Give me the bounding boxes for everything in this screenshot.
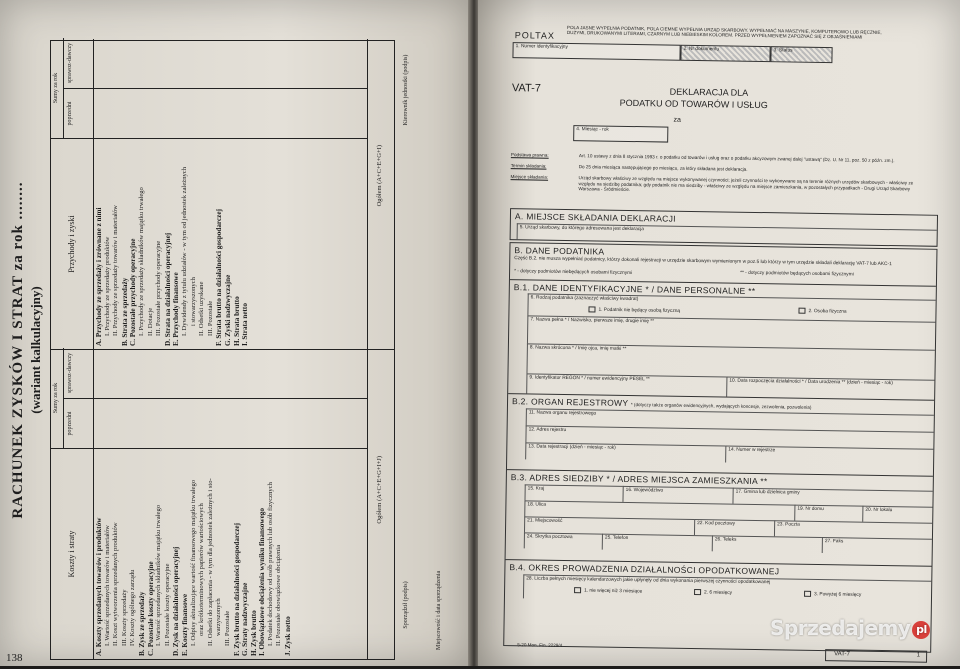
costs-half (51, 349, 394, 659)
costs-header (51, 350, 94, 659)
page-number: 138 (6, 652, 23, 664)
legal-info (510, 152, 931, 197)
revenue-row: A. Przychody ze sprzedaży i zrównane z nimi (95, 207, 103, 346)
status-label: 3. Status (773, 48, 793, 54)
cost-row: I. Wartość sprzedanych towarów i materiałów (103, 525, 111, 646)
cost-row: D. Zysk na działalności operacyjnej (172, 546, 181, 656)
revenue-row: III. Pozostałe przychody operacyjne (155, 240, 163, 336)
revenue-row: F. Strata brutto na działalności gospodarczej (215, 209, 224, 346)
prev-year-label: poprzedni (63, 398, 93, 448)
cost-row: I. Wartość sprzedanych składników majątku trwałego (155, 504, 163, 646)
revenue-body (93, 39, 368, 349)
fax-field[interactable] (822, 537, 932, 555)
cost-row: II. Pozostałe koszty operacyjne (163, 563, 171, 646)
revenue-header (51, 39, 94, 349)
left-page (0, 0, 470, 666)
document-number-label: 2. Nr dokumentu (683, 46, 720, 53)
country-field[interactable] (524, 484, 622, 502)
revenue-header-label: Przychody i zyski (67, 215, 76, 273)
apartment-number-label: 20. Nr lokalu (865, 507, 893, 514)
section-b4 (505, 559, 932, 607)
revenue-row: II. Odsetki uzyskane (198, 281, 206, 336)
country-label: 15. Kraj (527, 486, 545, 492)
revenue-total-label: Ogółem (A+C+E+G+I) (376, 145, 383, 207)
po-box-field[interactable] (524, 532, 602, 549)
revenue-half (51, 39, 394, 349)
section-a-title: A. MIEJSCE SKŁADANIA DEKLARACJI (514, 211, 676, 224)
cost-row: F. Zysk brutto na działalności gospodarczej (232, 523, 241, 656)
cost-row: I. Podatek dochodowy od osób prawnych lub osób fizycznych (266, 482, 274, 646)
cost-row: A. Koszty sprzedanych towarów i produktów (95, 517, 103, 656)
registration-date-field[interactable] (525, 442, 725, 462)
head-of-unit-signature: Kierownik jednostki (podpis) (403, 54, 409, 126)
regon-pesel-label: 9. Identyfikator REGON * / numer ewidencyjny PESEL ** (529, 375, 650, 383)
revenue-row: H. Strata brutto (232, 296, 241, 346)
place-and-date: Miejscowość i data sporządzenia (436, 570, 442, 650)
costs-header-label: Koszty i straty (67, 530, 76, 578)
registry-address-label: 12. Adres rejestru (528, 427, 567, 434)
id-number-field[interactable] (512, 42, 680, 61)
statement-title: RACHUNEK ZYSKÓW I STRAT za rok ........ (10, 181, 26, 519)
street-label: 18. Ulica (527, 502, 547, 508)
cost-row: G. Straty nadzwyczajne (241, 582, 250, 656)
costs-body (93, 350, 368, 659)
period-option-1[interactable]: 1. nie więcej niż 3 miesiące (574, 587, 642, 594)
registration-date-label: 13. Data rejestracji (dzień - miesiąc - rok) (528, 444, 616, 451)
cost-row: II. Odsetki do zapłacenia - w tym dla jednostek zależnych i sto- (206, 478, 214, 646)
section-b-title: B. DANE PODATNIKA (514, 245, 605, 257)
telex-label: 26. Teleks (714, 537, 737, 543)
form-title-line2: PODATKU OD TOWARÓW I USŁUG (619, 97, 768, 111)
registry-number-label: 14. Numer w rejestrze (728, 447, 776, 454)
full-name-label: 7. Nazwa pełna * / Nazwisko, pierwsze imię, drugie imię ** (530, 317, 655, 325)
form-footer-code: 5-20 Mon. Fin. 2229/4 (517, 642, 563, 648)
sums-label: Sumy za rok (53, 348, 64, 448)
cost-row: I. Odpisy aktualizujące wartość finansowego majątku trwałego (189, 479, 197, 646)
revenue-row: B. Strata ze sprzedaży (120, 277, 129, 346)
header-instructions: POLA JASNE WYPEŁNIA PODATNIK, POLA CIEMNE WYPEŁNIA URZĄD SKARBOWY. WYPEŁNIAĆ NA MASZYNIE, KOMPUTEROWO LUB RĘCZNIE, DUŻYMI, DRUKOWANYMI LITERAMI, CZARNYM LUB NIEBIESKIM KOLOREM. PRZED WYPEŁNIENIEM ZAPOZNAĆ SIĘ Z OBJAŚNIENIAMI (566, 24, 882, 41)
vat7-form (495, 22, 950, 669)
revenue-row: II. Dotacje (146, 307, 154, 336)
section-b-note-natural-persons: ** - dotyczy podmiotów będących osobami fizycznymi (740, 270, 854, 278)
statement-table (50, 40, 395, 660)
month-year-field[interactable] (573, 125, 668, 142)
filing-deadline: Termin składania: Do 25 dnia miesiąca następującego po miesiącu, za który składana jest deklaracja. (510, 163, 748, 172)
option-natural-person[interactable]: 2. Osoba fizyczna (798, 308, 846, 315)
footer-form-code: VAT-7 (834, 651, 850, 658)
section-b3-title: B.3. ADRES SIEDZIBY * / ADRES MIEJSCA ZAMIESZKANIA ** (510, 472, 768, 487)
revenue-list (93, 140, 250, 349)
revenue-row: G. Zyski nadzwyczajne (223, 274, 232, 346)
activity-period-field (523, 574, 931, 604)
cost-row: warzyszonych (215, 598, 223, 636)
section-b (503, 242, 937, 653)
po-box-label: 24. Skrytka pocztowa (526, 534, 573, 541)
municipality-label: 17. Gmina lub dzielnica gminy (735, 489, 800, 496)
revenue-row: II. Przychody ze sprzedaży towarów i materiałów (112, 205, 120, 336)
tax-office-label: 5. Urząd skarbowy, do którego adresowana jest deklaracja (519, 225, 644, 233)
cost-row: I. Obowiązkowe obciążenia wyniku finansowego (258, 508, 267, 656)
post-office-label: 23. Poczta (777, 522, 800, 528)
month-year-label: 4. Miesiąc - rok (576, 127, 609, 133)
cost-row: J. Zysk netto (284, 616, 293, 656)
cost-row: C. Pozostałe koszty operacyjne (146, 561, 155, 656)
revenue-row: III. Pozostałe (206, 300, 214, 336)
cost-row: H. Zysk brutto (249, 610, 258, 656)
status-field (770, 46, 832, 63)
revenue-row: I. Przychody ze sprzedaży składników majątku trwałego (137, 187, 145, 336)
prepared-by-signature: Sporządził (podpis) (403, 581, 409, 629)
watermark-logo-icon: pl (912, 621, 930, 639)
apartment-number-field[interactable] (862, 506, 932, 523)
revenue-row: I. Dywidendy z tytułu udziałów - w tym od jednostek zależnych (180, 166, 188, 336)
revenue-row: C. Pozostałe przychody operacyjne (129, 238, 138, 346)
postal-code-field[interactable] (694, 519, 774, 536)
current-year-label: sprawoz-dawczy (67, 42, 73, 84)
current-year-label: sprawoz-dawczy (67, 352, 73, 394)
revenue-row: I. Przychody ze sprzedaży produktów (103, 236, 111, 336)
period-za-label: za (673, 116, 681, 124)
form-code: VAT-7 (511, 82, 541, 95)
costs-list (93, 450, 293, 659)
revenue-total-row (367, 39, 394, 349)
legal-basis: Podstawa prawna: Art. 10 ustawy z dnia 8 stycznia 1993 r. o podatku od towarów i usług oraz o podatku akcyzowym zwanej dalej "ustawą" (Dz. U. Nr 11, poz. 50 z późn. zm.). (510, 152, 895, 164)
cost-row: II. Koszt wytworzenia sprzedanych produktów (112, 522, 120, 646)
form-footer-box (825, 649, 927, 663)
cost-row: III. Koszty sprzedaży (120, 589, 128, 646)
cost-row: III. Pozostałe (223, 610, 231, 646)
section-b2 (507, 393, 934, 481)
document-number-field (680, 45, 770, 62)
filing-place: Miejsce składania: Urząd skarbowy właściwy ze względu na miejsce wykonywanej czynności; jeżeli czynności te wykonywane są na terenie różnych urzędów skarbowych - właściwy ze względu na siedzibę podatnika; gdy podatnik nie ma siedziby - właściwy ze względu na miejsce zamieszkania, w pozostałych przypadkach - Drugi Urząd Skarbowy Warszawa - Śródmieście. (510, 174, 914, 193)
fax-label: 27. Faks (824, 539, 844, 545)
section-b3 (506, 469, 933, 567)
start-date-label: 10. Data rozpoczęcia działalności * / Data urodzenia ** (dzień - miesiąc - rok) (729, 378, 893, 387)
costs-total-row (367, 350, 394, 659)
period-option-3[interactable]: 3. Powyżej 6 miesięcy (804, 591, 861, 598)
phone-label: 25. Telefon (604, 535, 629, 541)
telex-field[interactable] (712, 535, 822, 553)
option-legal-entity[interactable]: 1. Podatnik nie będący osobą fizyczną (588, 306, 680, 314)
form-title-line1: DEKLARACJA DLA (669, 86, 749, 98)
footer-page-number: 1 (916, 652, 921, 659)
cost-row: E. Koszty finansowe (180, 593, 189, 656)
cost-row: oraz krótkoterminowych papierów wartościowych (198, 503, 206, 636)
revenue-row: E. Przychody finansowe (172, 272, 181, 346)
id-number-label: 1. Numer identyfikacyjny (515, 44, 568, 50)
revenue-row: D. Strata na działalności operacyjnej (163, 232, 172, 346)
registry-number-field[interactable] (725, 446, 933, 466)
income-statement-form (8, 40, 458, 660)
poltax-brand: POLTAX (514, 30, 556, 41)
section-b-note-legal-entities: * - dotyczy podmiotów niebędących osobami fizycznymi (514, 269, 633, 277)
activity-period-label: 28. Liczba pełnych miesięcy kalendarzowych jakie upłynęły od dnia wykonania pierwszej czynności opodatkowanej (526, 576, 771, 586)
postal-code-label: 22. Kod pocztowy (697, 521, 736, 527)
sprzedajemy-watermark: Sprzedajemy pl (770, 616, 930, 640)
revenue-sums-header (51, 38, 93, 139)
phone-field[interactable] (602, 534, 712, 552)
period-option-2[interactable]: 2. 6 miesięcy (694, 589, 732, 596)
cost-row: II. Pozostałe obowiązkowe obciążenia (275, 544, 283, 646)
sums-label: Sumy za rok (53, 38, 64, 138)
section-b1-title: B.1. DANE IDENTYFIKACYJNE * / DANE PERSONALNE ** (513, 282, 756, 296)
section-b4-title: B.4. OKRES PROWADZENIA DZIAŁALNOŚCI OPODATKOWANEJ (509, 562, 780, 577)
house-number-label: 19. Nr domu (797, 506, 824, 513)
house-number-field[interactable] (794, 505, 862, 522)
voivodeship-field[interactable] (622, 486, 732, 504)
costs-sums-header (51, 348, 93, 449)
section-b2-title: B.2. ORGAN REJESTROWY * (dotyczy także organów ewidencyjnych, wydających koncesje, zezwolenia, pozwolenia) (511, 396, 812, 410)
cost-row: B. Zysk ze sprzedaży (137, 591, 146, 656)
section-a (510, 208, 938, 247)
taxpayer-type-label: 6. Rodzaj podatnika (zaznaczyć właściwy kwadrat) (530, 295, 639, 303)
voivodeship-label: 16. Województwo (625, 487, 664, 494)
statement-subtitle: (wariant kalkulacyjny) (28, 286, 43, 414)
prev-year-label: poprzedni (63, 88, 93, 138)
revenue-row: I. Strata netto (241, 303, 250, 346)
city-label: 21. Miejscowość (527, 518, 563, 524)
costs-total-label: Ogółem (A+C+E+G+I+J) (376, 456, 383, 524)
short-name-label: 8. Nazwa skrócona * / Imię ojca, imię matki ** (529, 345, 627, 352)
registry-name-label: 11. Nazwa organu rejestrowego (528, 410, 597, 417)
cost-row: IV. Koszty ogólnego zarządu (129, 569, 137, 646)
revenue-row: i stowarzyszonych (189, 277, 197, 326)
section-b-note: Część B.2. nie musza wypełniać podatnicy, którzy dokonali rejestracji w urzędzie skarbowym wymienionym w poz.5 lub którzy w tym urzędzie składali deklarację VAT-7 lub AKC-1 (514, 256, 892, 268)
